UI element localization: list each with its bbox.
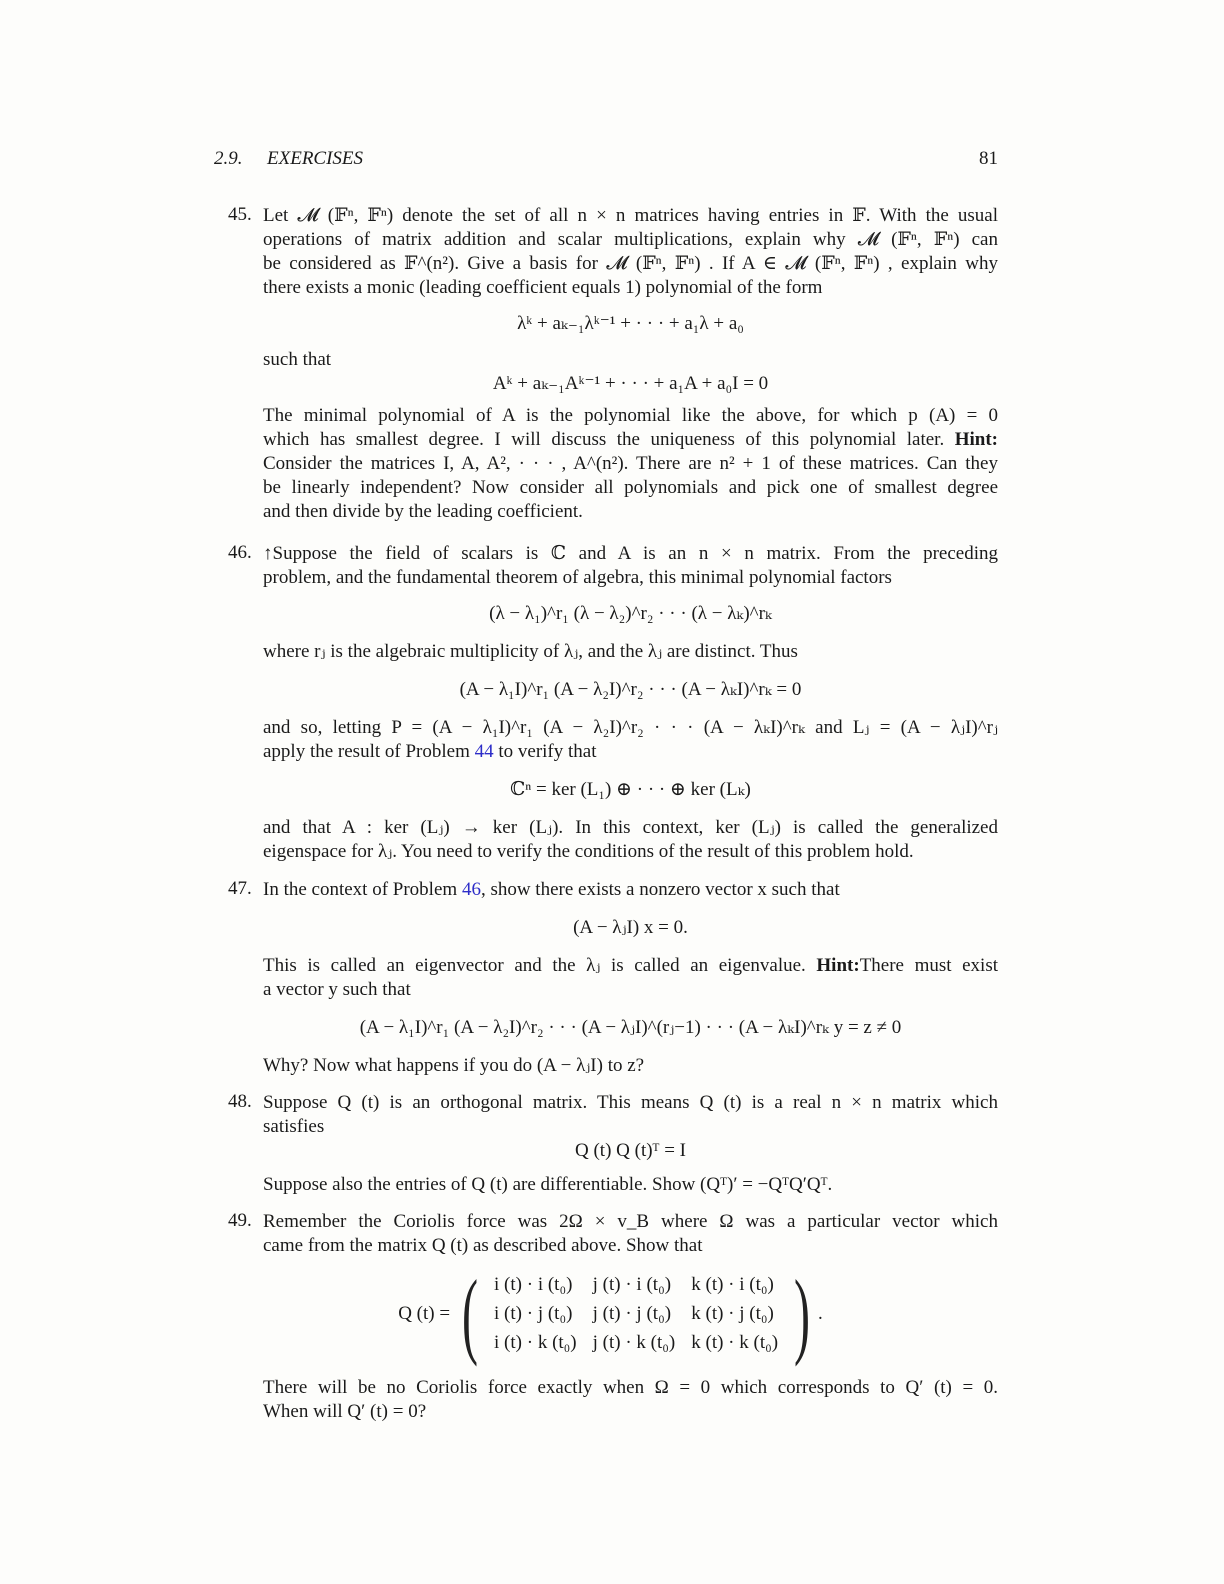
display-equation: λᵏ + aₖ₋₁λᵏ⁻¹ + · · · + a₁λ + a₀ — [517, 313, 744, 334]
text-line: there exists a monic (leading coefficient equals 1) polynomial of the form — [263, 277, 823, 298]
matrix-row — [486, 1271, 786, 1300]
display-equation: (A − λ₁I)^r₁ (A − λ₂I)^r₂ · · · (A − λⱼI)^(rⱼ−1) · · · (A − λₖI)^rₖ y = z ≠ 0 — [359, 1017, 902, 1038]
text-line: and that A : ker (Lⱼ) → ker (Lⱼ). In this context, ker (Lⱼ) is called the generalized — [263, 817, 998, 838]
text-line: be linearly independent? Now consider all polynomials and pick one of smallest degree — [263, 477, 998, 498]
exercise-46 — [228, 542, 998, 864]
text-span: to verify that — [498, 741, 597, 762]
text-line: Remember the Coriolis force was 2Ω × v_B where Ω was a particular vector which — [263, 1211, 998, 1232]
matrix-end-period: . — [818, 1303, 823, 1324]
text-line: where rⱼ is the algebraic multiplicity of λⱼ, and the λⱼ are distinct. Thus — [263, 641, 798, 662]
text-line: satisfies — [263, 1116, 325, 1137]
matrix-cell: k (t) · j (t₀) — [691, 1303, 774, 1324]
matrix-cell: k (t) · k (t₀) — [691, 1332, 779, 1353]
text-span: apply the result of Problem — [263, 741, 470, 762]
problem-46-link[interactable]: 46 — [461, 879, 481, 900]
exercise-number: 48. — [228, 1091, 252, 1112]
page-number: 81 — [979, 148, 998, 169]
text-span: This is called an eigenvector and the λⱼ is called an eigenvalue. — [263, 955, 806, 976]
text-line — [263, 878, 998, 902]
exercise-number: 45. — [228, 204, 252, 225]
text-line: Suppose Q (t) is an orthogonal matrix. This means Q (t) is a real n × n matrix which — [263, 1092, 998, 1113]
exercise-number: 46. — [228, 542, 252, 563]
text-line — [263, 740, 998, 764]
section-number: 2.9. — [214, 148, 243, 169]
exercise-number: 47. — [228, 878, 252, 899]
display-equation: Aᵏ + aₖ₋₁Aᵏ⁻¹ + · · · + a₁A + a₀I = 0 — [492, 373, 769, 394]
matrix-cell: k (t) · i (t₀) — [691, 1274, 774, 1295]
matrix-cell: j (t) · k (t₀) — [592, 1332, 676, 1353]
exercise-47 — [228, 878, 998, 1078]
matrix-cell: i (t) · i (t₀) — [494, 1274, 573, 1295]
right-paren: ) — [794, 1260, 811, 1367]
text-line — [263, 428, 998, 452]
matrix-row — [486, 1300, 786, 1329]
text-line — [263, 954, 998, 978]
text-line: Let 𝓜 (𝔽ⁿ, 𝔽ⁿ) denote the set of all n × n matrices having entries in 𝔽. With the usual — [263, 205, 998, 226]
text-line: such that — [263, 349, 332, 370]
matrix-row — [486, 1329, 786, 1358]
hint-label: Hint: — [954, 429, 998, 450]
text-line: problem, and the fundamental theorem of algebra, this minimal polynomial factors — [263, 567, 892, 588]
text-line: and then divide by the leading coefficient. — [263, 501, 583, 522]
left-paren: ( — [462, 1260, 479, 1367]
exercise-48 — [228, 1091, 998, 1197]
text-line: Suppose also the entries of Q (t) are differentiable. Show (Qᵀ)′ = −QᵀQ′Qᵀ. — [263, 1174, 833, 1195]
text-span: In the context of Problem — [263, 879, 458, 900]
text-line: a vector y such that — [263, 979, 411, 1000]
text-span: , show there exists a nonzero vector x such that — [480, 879, 840, 900]
text-line: When will Q′ (t) = 0? — [263, 1401, 427, 1422]
display-equation: (λ − λ₁)^r₁ (λ − λ₂)^r₂ · · · (λ − λₖ)^rₖ — [489, 603, 772, 624]
section-title: EXERCISES — [267, 148, 364, 169]
text-line: and so, letting P = (A − λ₁I)^r₁ (A − λ₂I)^r₂ · · · (A − λₖI)^rₖ and Lⱼ = (A − λⱼI)^rⱼ — [263, 717, 998, 738]
text-span: There must exist — [859, 955, 999, 976]
hint-label: Hint: — [816, 955, 860, 976]
text-line: Consider the matrices I, A, A², · · · , A^(n²). There are n² + 1 of these matrices. Can they — [263, 453, 998, 474]
matrix-lhs: Q (t) = — [398, 1303, 451, 1324]
exercise-49 — [228, 1210, 998, 1424]
text-line: eigenspace for λⱼ. You need to verify the conditions of the result of this problem hold. — [263, 841, 914, 862]
problem-44-link[interactable]: 44 — [474, 741, 494, 762]
matrix-cell: j (t) · j (t₀) — [592, 1303, 672, 1324]
matrix-cell: i (t) · k (t₀) — [494, 1332, 577, 1353]
text-line: The minimal polynomial of A is the polynomial like the above, for which p (A) = 0 — [263, 405, 998, 426]
exercise-number: 49. — [228, 1210, 252, 1231]
text-line: ↑Suppose the field of scalars is ℂ and A is an n × n matrix. From the preceding — [263, 543, 998, 564]
display-equation: Q (t) Q (t)ᵀ = I — [575, 1140, 686, 1161]
exercise-45 — [228, 204, 998, 524]
display-equation: ℂⁿ = ker (L₁) ⊕ · · · ⊕ ker (Lₖ) — [510, 779, 751, 800]
matrix-cell: i (t) · j (t₀) — [494, 1303, 573, 1324]
text-line: There will be no Coriolis force exactly when Ω = 0 which corresponds to Q′ (t) = 0. — [263, 1377, 998, 1398]
matrix-equation — [223, 1260, 998, 1367]
display-equation: (A − λ₁I)^r₁ (A − λ₂I)^r₂ · · · (A − λₖI)^rₖ = 0 — [459, 679, 802, 700]
running-head — [214, 148, 998, 174]
display-equation: (A − λⱼI) x = 0. — [573, 917, 688, 938]
matrix-cell: j (t) · i (t₀) — [592, 1274, 672, 1295]
text-line: be considered as 𝔽^(n²). Give a basis for 𝓜 (𝔽ⁿ, 𝔽ⁿ) . If A ∈ 𝓜 (𝔽ⁿ, 𝔽ⁿ) , explain why — [263, 253, 998, 274]
text-line: came from the matrix Q (t) as described above. Show that — [263, 1235, 703, 1256]
matrix — [486, 1271, 786, 1358]
text-line: Why? Now what happens if you do (A − λⱼI) to z? — [263, 1055, 645, 1076]
text-span: which has smallest degree. I will discuss the uniqueness of this polynomial later. — [263, 429, 945, 450]
text-line: operations of matrix addition and scalar multiplications, explain why 𝓜 (𝔽ⁿ, 𝔽ⁿ) can — [263, 229, 998, 250]
